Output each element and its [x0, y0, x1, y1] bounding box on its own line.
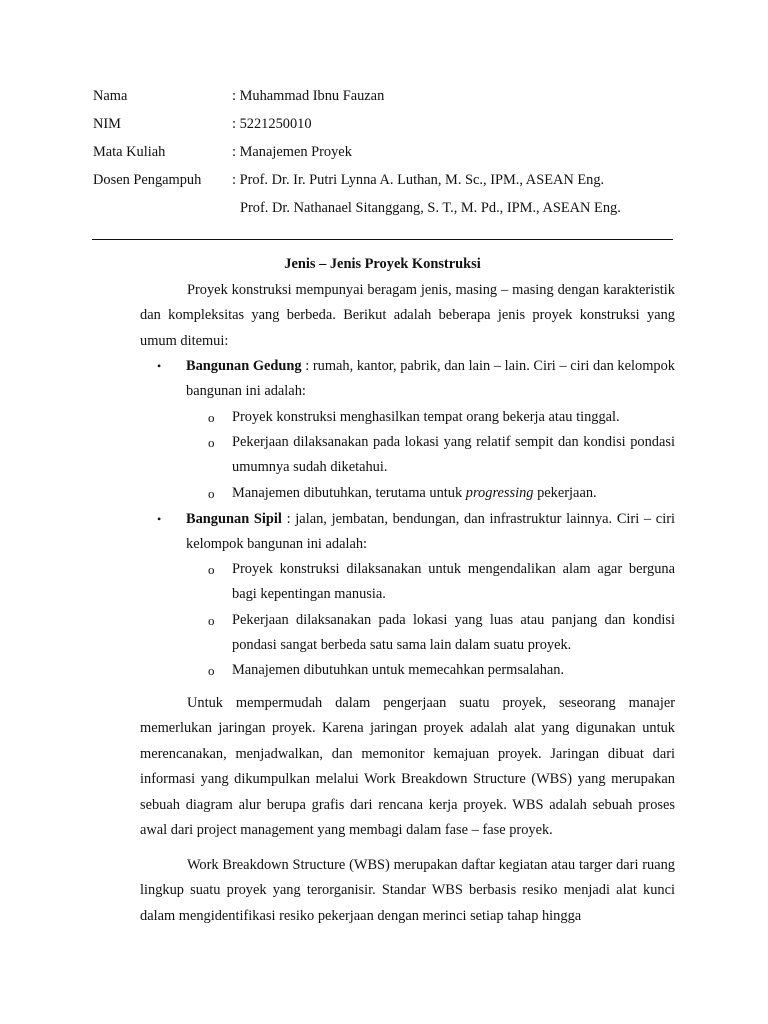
sub-list-item-text: Manajemen dibutuhkan untuk memecahkan permsalahan. — [232, 662, 565, 678]
sub-list-item — [208, 608, 675, 659]
header-label: Mata Kuliah — [93, 144, 166, 160]
list-item-description: : rumah, kantor, pabrik, dan lain – lain. Ciri – ciri dan kelompok bangunan ini adalah: — [186, 358, 675, 400]
sub-bullet-marker: o — [208, 486, 215, 501]
header-label: Nama — [93, 88, 128, 104]
bullet-marker: • — [157, 359, 162, 373]
emphasized-term: progressing — [465, 485, 534, 501]
sub-list-item-text: Proyek konstruksi dilaksanakan untuk mengendalikan alam agar berguna bagi kepentingan manusia. — [232, 561, 675, 603]
header-value: Prof. Dr. Nathanael Sitanggang, S. T., M. Pd., IPM., ASEAN Eng. — [240, 200, 621, 216]
header-divider — [92, 239, 673, 240]
sub-text-part: Manajemen dibutuhkan, terutama untuk — [232, 485, 466, 501]
sub-bullet-marker: o — [208, 663, 215, 678]
list-item-term: Bangunan Gedung — [186, 358, 302, 374]
sub-bullet-marker: o — [208, 613, 215, 628]
sub-list-item — [208, 430, 675, 481]
header-label: NIM — [93, 116, 121, 132]
bullet-marker: • — [157, 512, 162, 526]
sub-bullet-marker: o — [208, 435, 215, 450]
sub-bullet-marker: o — [208, 562, 215, 577]
list-item-bangunan-sipil — [157, 507, 675, 558]
list-item-text — [161, 354, 675, 405]
intro-paragraph: Proyek konstruksi mempunyai beragam jenis, masing – masing dengan karakteristik dan kompleksitas yang berbeda. Berikut adalah beberapa jenis proyek konstruksi yang umum ditemui: — [140, 282, 675, 349]
document-title: Jenis – Jenis Proyek Konstruksi — [284, 256, 481, 272]
list-item-bangunan-gedung — [157, 354, 675, 405]
list-item-text — [161, 507, 675, 558]
sub-list-item-text: Pekerjaan dilaksanakan pada lokasi yang relatif sempit dan kondisi pondasi umumnya sudah diketahui. — [232, 434, 675, 476]
list-item-description: : jalan, jembatan, bendungan, dan infrastruktur lainnya. Ciri – ciri kelompok bangunan ini adalah: — [186, 511, 675, 553]
header-value: : 5221250010 — [232, 116, 312, 132]
sub-list-item — [208, 405, 675, 430]
sub-list-item — [208, 557, 675, 608]
header-label: Dosen Pengampuh — [93, 172, 202, 188]
sub-list-item — [208, 481, 675, 506]
body-paragraph-wbs-network: Untuk mempermudah dalam pengerjaan suatu proyek, seseorang manajer memerlukan jaringan proyek. Karena jaringan proyek adalah alat yang digunakan untuk merencanakan, menjadwalkan, dan memonitor kemajuan proyek. Jaringan dibuat dari informasi yang dikumpulkan melalui Work Breakdown Structure (WBS) yang merupakan sebuah diagram alur berupa grafis dari rencana kerja proyek. WBS adalah sebuah proses awal dari project management yang membagi dalam fase – fase proyek. — [140, 695, 675, 839]
list-item-term: Bangunan Sipil — [186, 511, 282, 527]
header-value: : Prof. Dr. Ir. Putri Lynna A. Luthan, M. Sc., IPM., ASEAN Eng. — [232, 172, 605, 188]
sub-bullet-marker: o — [208, 410, 215, 425]
sub-list-item-text: Pekerjaan dilaksanakan pada lokasi yang luas atau panjang dan kondisi pondasi sangat berbeda satu sama lain dalam suatu proyek. — [232, 612, 675, 654]
sub-list-item-text — [208, 481, 675, 506]
sub-list-item-text: Proyek konstruksi menghasilkan tempat orang bekerja atau tinggal. — [232, 409, 620, 425]
sub-list-item — [208, 658, 675, 683]
sub-text-part: pekerjaan. — [533, 485, 597, 501]
header-value: : Manajemen Proyek — [232, 144, 352, 160]
body-paragraph-wbs-definition: Work Breakdown Structure (WBS) merupakan daftar kegiatan atau targer dari ruang lingkup suatu proyek yang terorganisir. Standar WBS berbasis resiko menjadi alat kunci dalam mengidentifikasi resiko pekerjaan dengan merinci setiap tahap hingga — [140, 857, 675, 924]
header-value: : Muhammad Ibnu Fauzan — [232, 88, 385, 104]
